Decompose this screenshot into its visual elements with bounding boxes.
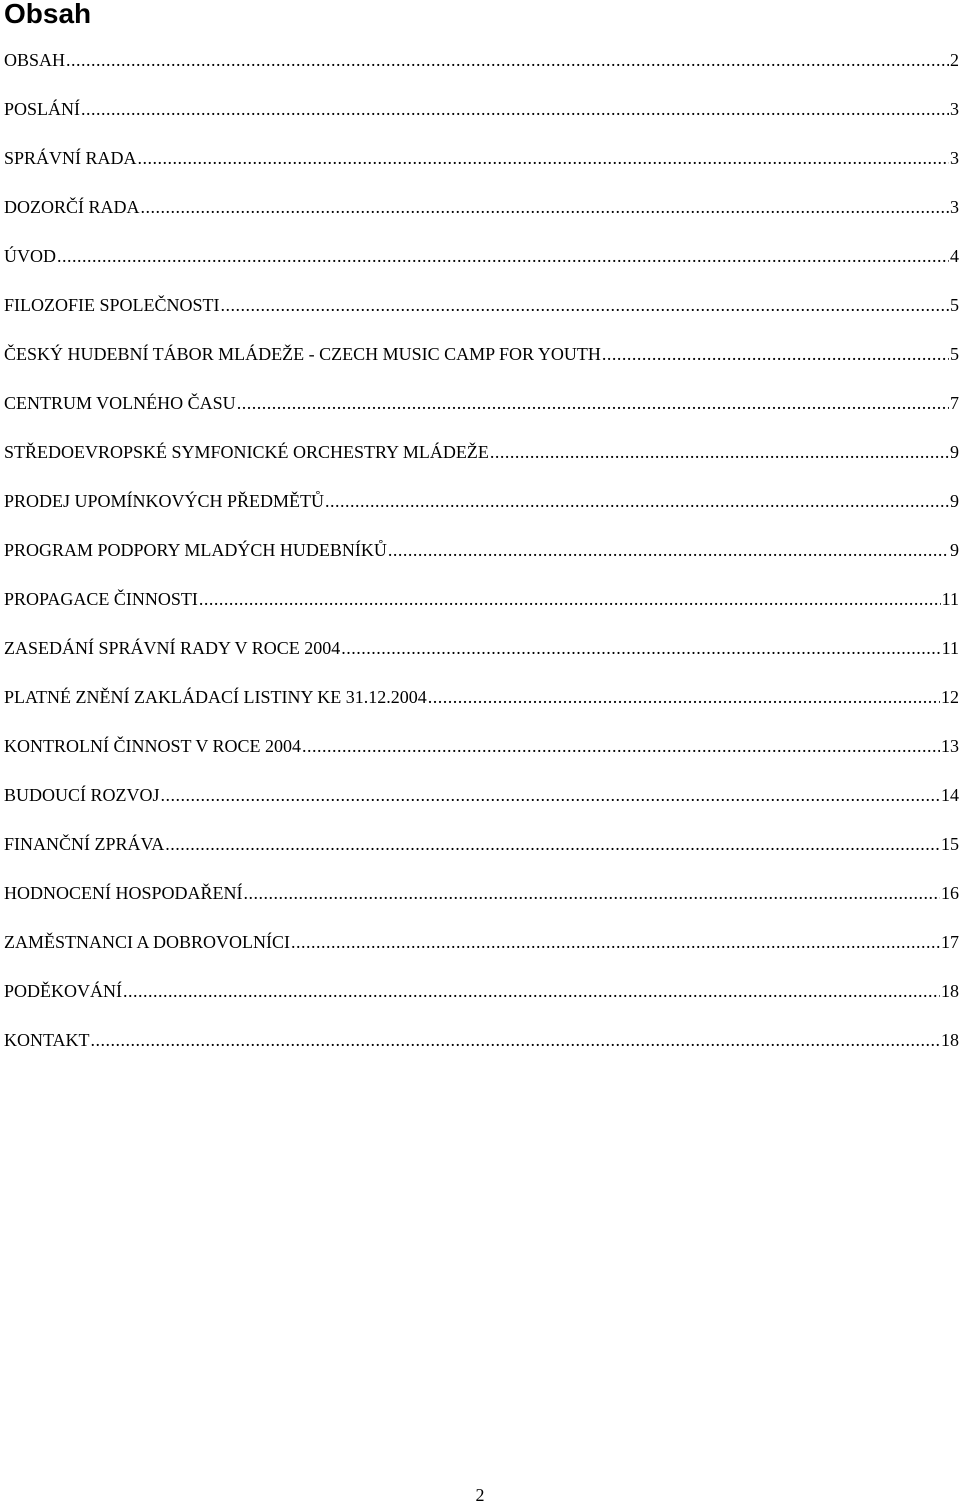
toc-entry[interactable] (4, 193, 959, 242)
toc-entry-page: 9 (950, 491, 959, 511)
toc-entry[interactable] (4, 291, 959, 340)
toc-dot-leader (237, 389, 949, 417)
toc-entry[interactable] (4, 46, 959, 95)
toc-dot-leader (91, 1026, 940, 1054)
toc-entry-page: 11 (941, 589, 959, 609)
toc-entry-title: SPRÁVNÍ RADA (4, 148, 137, 168)
toc-entry-page: 9 (950, 540, 959, 560)
toc-entry[interactable] (4, 144, 959, 193)
toc-entry-page: 4 (950, 246, 959, 266)
toc-entry[interactable] (4, 683, 959, 732)
toc-entry-title: OBSAH (4, 50, 66, 70)
toc-entry-title: ÚVOD (4, 246, 56, 266)
toc-entry-page: 13 (941, 736, 959, 756)
toc-entry-page: 5 (950, 344, 959, 364)
toc-entry-page: 3 (950, 99, 959, 119)
toc-entry[interactable] (4, 732, 959, 781)
toc-dot-leader (221, 291, 949, 319)
toc-entry-page: 3 (950, 197, 959, 217)
toc-entry[interactable] (4, 585, 959, 634)
toc-dot-leader (490, 438, 949, 466)
toc-dot-leader (428, 683, 940, 711)
toc-entry-page: 2 (950, 50, 959, 70)
toc-dot-leader (388, 536, 949, 564)
toc-entry-page: 18 (941, 981, 959, 1001)
table-of-contents (4, 46, 959, 1075)
toc-entry[interactable] (4, 830, 959, 879)
toc-entry[interactable] (4, 438, 959, 487)
toc-entry-title: PROGRAM PODPORY MLADÝCH HUDEBNÍKŮ (4, 540, 387, 560)
toc-entry-title: BUDOUCÍ ROZVOJ (4, 785, 160, 805)
toc-dot-leader (138, 144, 949, 172)
toc-dot-leader (141, 193, 949, 221)
toc-entry-title: CENTRUM VOLNÉHO ČASU (4, 393, 236, 413)
toc-dot-leader (81, 95, 949, 123)
toc-entry-page: 15 (941, 834, 959, 854)
toc-entry-title: PODĚKOVÁNÍ (4, 981, 122, 1001)
toc-dot-leader (57, 242, 949, 270)
toc-entry-title: POSLÁNÍ (4, 99, 81, 119)
toc-entry[interactable] (4, 781, 959, 830)
toc-entry[interactable] (4, 95, 959, 144)
toc-entry[interactable] (4, 389, 959, 438)
toc-entry-title: ČESKÝ HUDEBNÍ TÁBOR MLÁDEŽE - CZECH MUSIC CAMP FOR YOUTH (4, 344, 601, 364)
toc-entry-title: KONTAKT (4, 1030, 90, 1050)
toc-entry-page: 17 (941, 932, 959, 952)
toc-entry-title: FILOZOFIE SPOLEČNOSTI (4, 295, 220, 315)
toc-dot-leader (165, 830, 940, 858)
toc-entry-page: 18 (941, 1030, 959, 1050)
toc-entry-title: ZAMĚSTNANCI A DOBROVOLNÍCI (4, 932, 291, 952)
toc-entry-title: STŘEDOEVROPSKÉ SYMFONICKÉ ORCHESTRY MLÁDEŽE (4, 442, 489, 462)
toc-entry[interactable] (4, 977, 959, 1026)
toc-entry-title: ZASEDÁNÍ SPRÁVNÍ RADY V ROCE 2004 (4, 638, 341, 658)
toc-dot-leader (161, 781, 940, 809)
toc-entry-page: 16 (941, 883, 959, 903)
toc-dot-leader (291, 928, 940, 956)
toc-dot-leader (302, 732, 940, 760)
toc-entry-page: 5 (950, 295, 959, 315)
toc-entry-page: 7 (950, 393, 959, 413)
toc-entry-title: PLATNÉ ZNĚNÍ ZAKLÁDACÍ LISTINY KE 31.12.2004 (4, 687, 427, 707)
toc-entry[interactable] (4, 340, 959, 389)
toc-dot-leader (199, 585, 941, 613)
toc-heading: Obsah (4, 0, 92, 29)
toc-dot-leader (602, 340, 949, 368)
toc-entry[interactable] (4, 634, 959, 683)
toc-entry[interactable] (4, 536, 959, 585)
toc-entry-page: 14 (941, 785, 959, 805)
toc-entry-page: 11 (941, 638, 959, 658)
toc-entry-title: KONTROLNÍ ČINNOST V ROCE 2004 (4, 736, 302, 756)
toc-entry-title: PRODEJ UPOMÍNKOVÝCH PŘEDMĚTŮ (4, 491, 325, 511)
toc-entry[interactable] (4, 928, 959, 977)
toc-dot-leader (325, 487, 949, 515)
toc-entry-title: DOZORČÍ RADA (4, 197, 140, 217)
toc-entry[interactable] (4, 1026, 959, 1075)
toc-entry-title: PROPAGACE ČINNOSTI (4, 589, 198, 609)
toc-entry[interactable] (4, 879, 959, 928)
toc-entry-title: FINANČNÍ ZPRÁVA (4, 834, 165, 854)
toc-dot-leader (66, 46, 949, 74)
toc-entry-page: 12 (941, 687, 959, 707)
toc-dot-leader (244, 879, 941, 907)
toc-entry-page: 3 (950, 148, 959, 168)
toc-entry-page: 9 (950, 442, 959, 462)
toc-entry[interactable] (4, 487, 959, 536)
toc-dot-leader (123, 977, 940, 1005)
toc-entry[interactable] (4, 242, 959, 291)
toc-entry-title: HODNOCENÍ HOSPODAŘENÍ (4, 883, 243, 903)
toc-dot-leader (341, 634, 940, 662)
page-number: 2 (475, 1485, 485, 1505)
